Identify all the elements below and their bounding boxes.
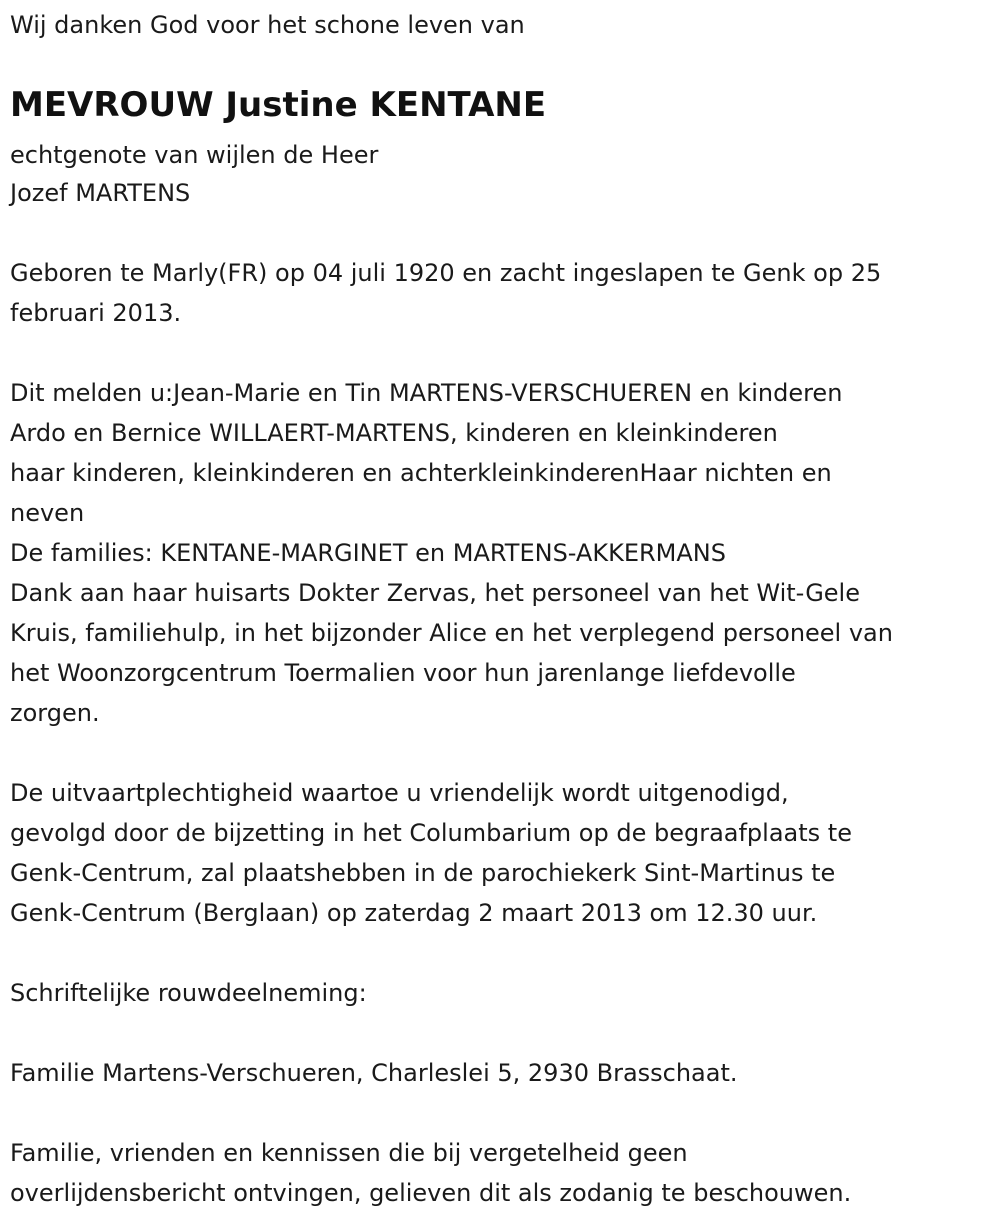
condolence-label: Schriftelijke rouwdeelneming: bbox=[10, 979, 367, 1007]
announcer-line: haar kinderen, kleinkinderen en achterkleinkinderenHaar nichten en bbox=[10, 459, 832, 487]
thanks-line: Dank aan haar huisarts Dokter Zervas, het personeel van het Wit-Gele bbox=[10, 579, 860, 607]
announcer-line: neven bbox=[10, 499, 85, 527]
birth-death-line: Geboren te Marly(FR) op 04 juli 1920 en zacht ingeslapen te Genk op 25 bbox=[10, 259, 882, 287]
birth-death-line: februari 2013. bbox=[10, 299, 182, 327]
announcer-line: Dit melden u:Jean-Marie en Tin MARTENS-VERSCHUEREN en kinderen bbox=[10, 379, 843, 407]
thanks-line: het Woonzorgcentrum Toermalien voor hun jarenlange liefdevolle bbox=[10, 659, 796, 687]
deceased-name: MEVROUW Justine KENTANE bbox=[10, 85, 547, 125]
announcer-line: De families: KENTANE-MARGINET en MARTENS-AKKERMANS bbox=[10, 539, 726, 567]
spouse-name: Jozef MARTENS bbox=[10, 179, 191, 207]
announcer-line: Ardo en Bernice WILLAERT-MARTENS, kinderen en kleinkinderen bbox=[10, 419, 778, 447]
spouse-line: echtgenote van wijlen de Heer bbox=[10, 141, 379, 169]
closing-line: Familie, vrienden en kennissen die bij vergetelheid geen bbox=[10, 1139, 688, 1167]
condolence-address: Familie Martens-Verschueren, Charleslei 5, 2930 Brasschaat. bbox=[10, 1059, 738, 1087]
ceremony-line: Genk-Centrum (Berglaan) op zaterdag 2 maart 2013 om 12.30 uur. bbox=[10, 899, 818, 927]
intro-text: Wij danken God voor het schone leven van bbox=[10, 11, 525, 39]
thanks-line: Kruis, familiehulp, in het bijzonder Alice en het verplegend personeel van bbox=[10, 619, 893, 647]
ceremony-line: De uitvaartplechtigheid waartoe u vriendelijk wordt uitgenodigd, bbox=[10, 779, 789, 807]
ceremony-line: Genk-Centrum, zal plaatshebben in de parochiekerk Sint-Martinus te bbox=[10, 859, 836, 887]
ceremony-line: gevolgd door de bijzetting in het Columbarium op de begraafplaats te bbox=[10, 819, 852, 847]
closing-line: overlijdensbericht ontvingen, gelieven dit als zodanig te beschouwen. bbox=[10, 1179, 852, 1207]
thanks-line: zorgen. bbox=[10, 699, 100, 727]
